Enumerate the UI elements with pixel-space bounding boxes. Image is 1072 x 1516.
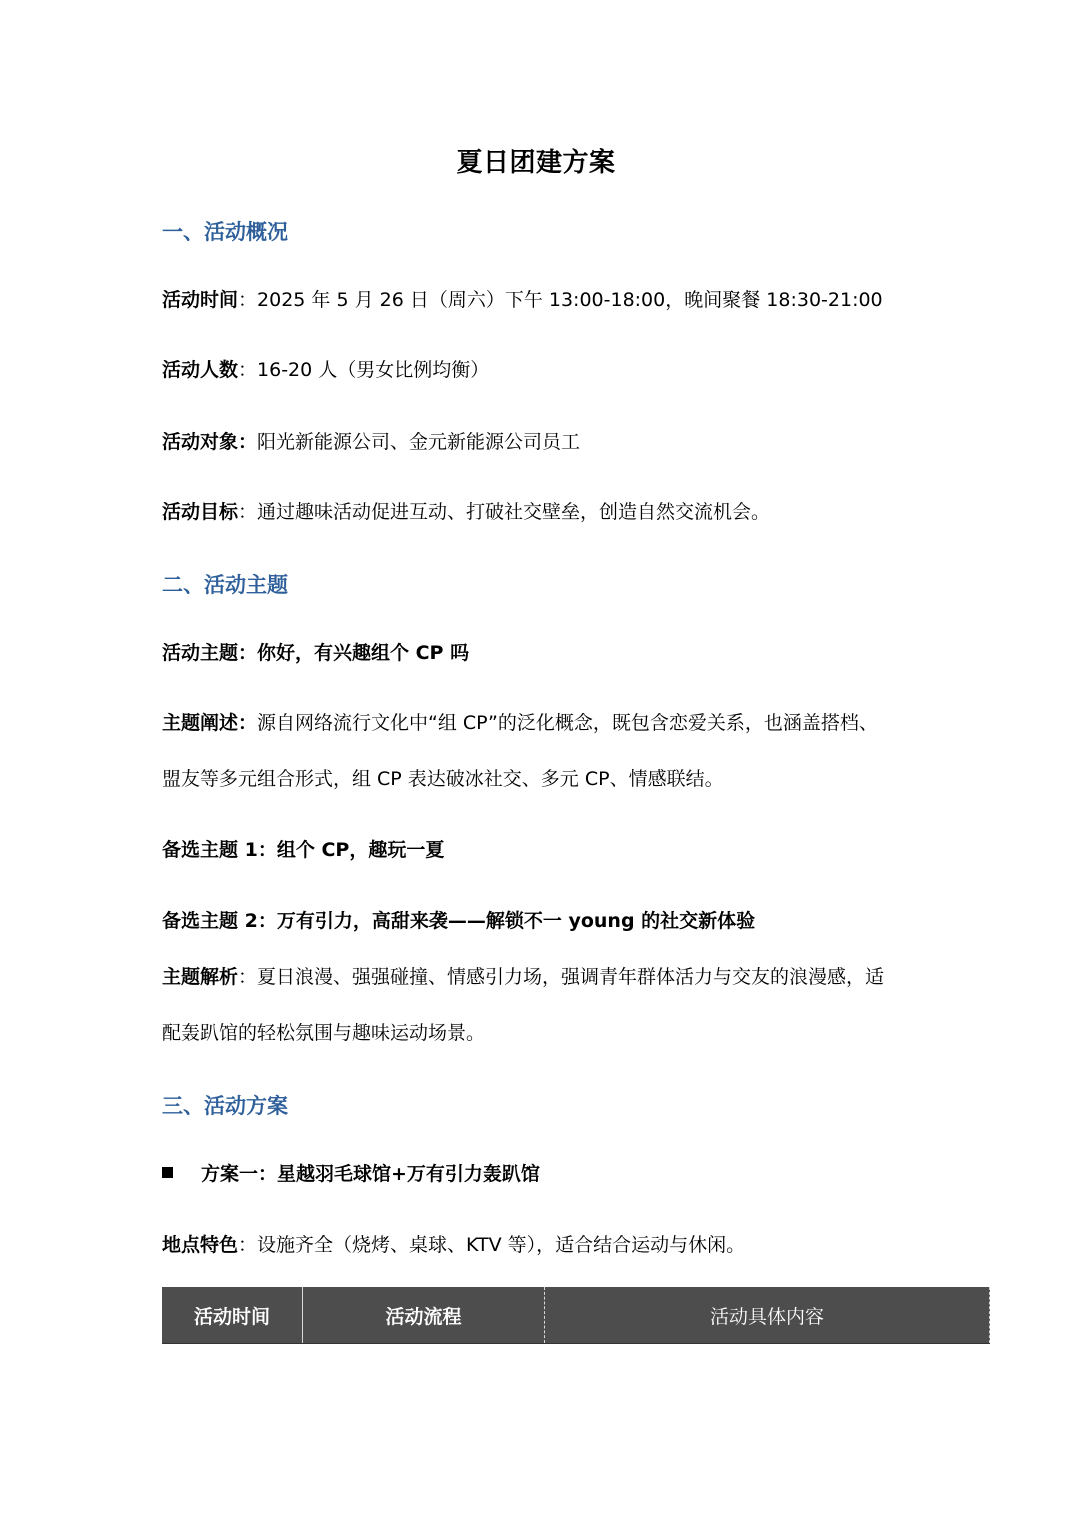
venue-feature-label: 地点特色 [162, 1234, 239, 1256]
alt-theme-1-text: 备选主题 1：组个 CP，趣玩一夏 [162, 839, 445, 861]
theme-analysis-text-2: 配轰趴馆的轻松氛围与趣味运动场景。 [162, 1022, 486, 1044]
activity-goal-label: 活动目标 [162, 501, 239, 523]
activity-time-label: 活动时间 [162, 289, 239, 311]
section-heading-overview: 一、活动概况 [162, 220, 288, 244]
activity-people-label: 活动人数 [162, 359, 239, 381]
venue-feature-value: ：设施齐全（烧烤、桌球、KTV 等），适合结合运动与休闲。 [238, 1234, 746, 1256]
alt-theme-1-line [162, 836, 444, 864]
plan-1-line [162, 1160, 540, 1188]
activity-target-line [162, 428, 580, 456]
table-header-content: 活动具体内容 [545, 1287, 990, 1343]
square-bullet-icon [162, 1167, 173, 1178]
theme-analysis-line-1 [162, 963, 884, 991]
theme-desc-text-1: 源自网络流行文化中“组 CP”的泛化概念，既包含恋爱关系，也涵盖搭档、 [257, 712, 878, 734]
activity-people-value: ：16-20 人（男女比例均衡） [238, 359, 490, 381]
theme-analysis-text-1: ：夏日浪漫、强强碰撞、情感引力场，强调青年群体活力与交友的浪漫感，适 [238, 966, 885, 988]
alt-theme-2-text: 备选主题 2：万有引力，高甜来袭——解锁不一 young 的社交新体验 [162, 910, 756, 932]
activity-people-line [162, 356, 489, 384]
section-heading-theme: 二、活动主题 [162, 573, 288, 597]
activity-goal-line [162, 498, 770, 526]
theme-desc-text-2: 盟友等多元组合形式，组 CP 表达破冰社交、多元 CP、情感联结。 [162, 768, 724, 790]
activity-target-label: 活动对象： [162, 431, 258, 453]
table-header-flow: 活动流程 [303, 1287, 545, 1343]
activity-time-value: ：2025 年 5 月 26 日（周六）下午 13:00-18:00，晚间聚餐 18:30-21:00 [238, 289, 883, 311]
theme-analysis-line-2 [162, 1019, 485, 1047]
alt-theme-2-line [162, 907, 755, 935]
section-heading-plan: 三、活动方案 [162, 1094, 288, 1118]
schedule-table-header [162, 1287, 990, 1344]
theme-desc-label: 主题阐述： [162, 712, 258, 734]
venue-feature-line [162, 1231, 745, 1259]
document-title: 夏日团建方案 [456, 148, 616, 178]
activity-goal-value: ：通过趣味活动促进互动、打破社交壁垒，创造自然交流机会。 [238, 501, 771, 523]
theme-analysis-label: 主题解析 [162, 966, 239, 988]
theme-desc-line-2 [162, 765, 724, 793]
activity-time-line [162, 286, 883, 314]
theme-line [162, 639, 469, 667]
theme-text: 活动主题：你好，有兴趣组个 CP 吗 [162, 642, 470, 664]
plan-1-text: 方案一：星越羽毛球馆+万有引力轰趴馆 [201, 1163, 540, 1185]
theme-desc-line-1 [162, 709, 878, 737]
activity-target-value: 阳光新能源公司、金元新能源公司员工 [257, 431, 581, 453]
table-header-time: 活动时间 [162, 1287, 303, 1343]
